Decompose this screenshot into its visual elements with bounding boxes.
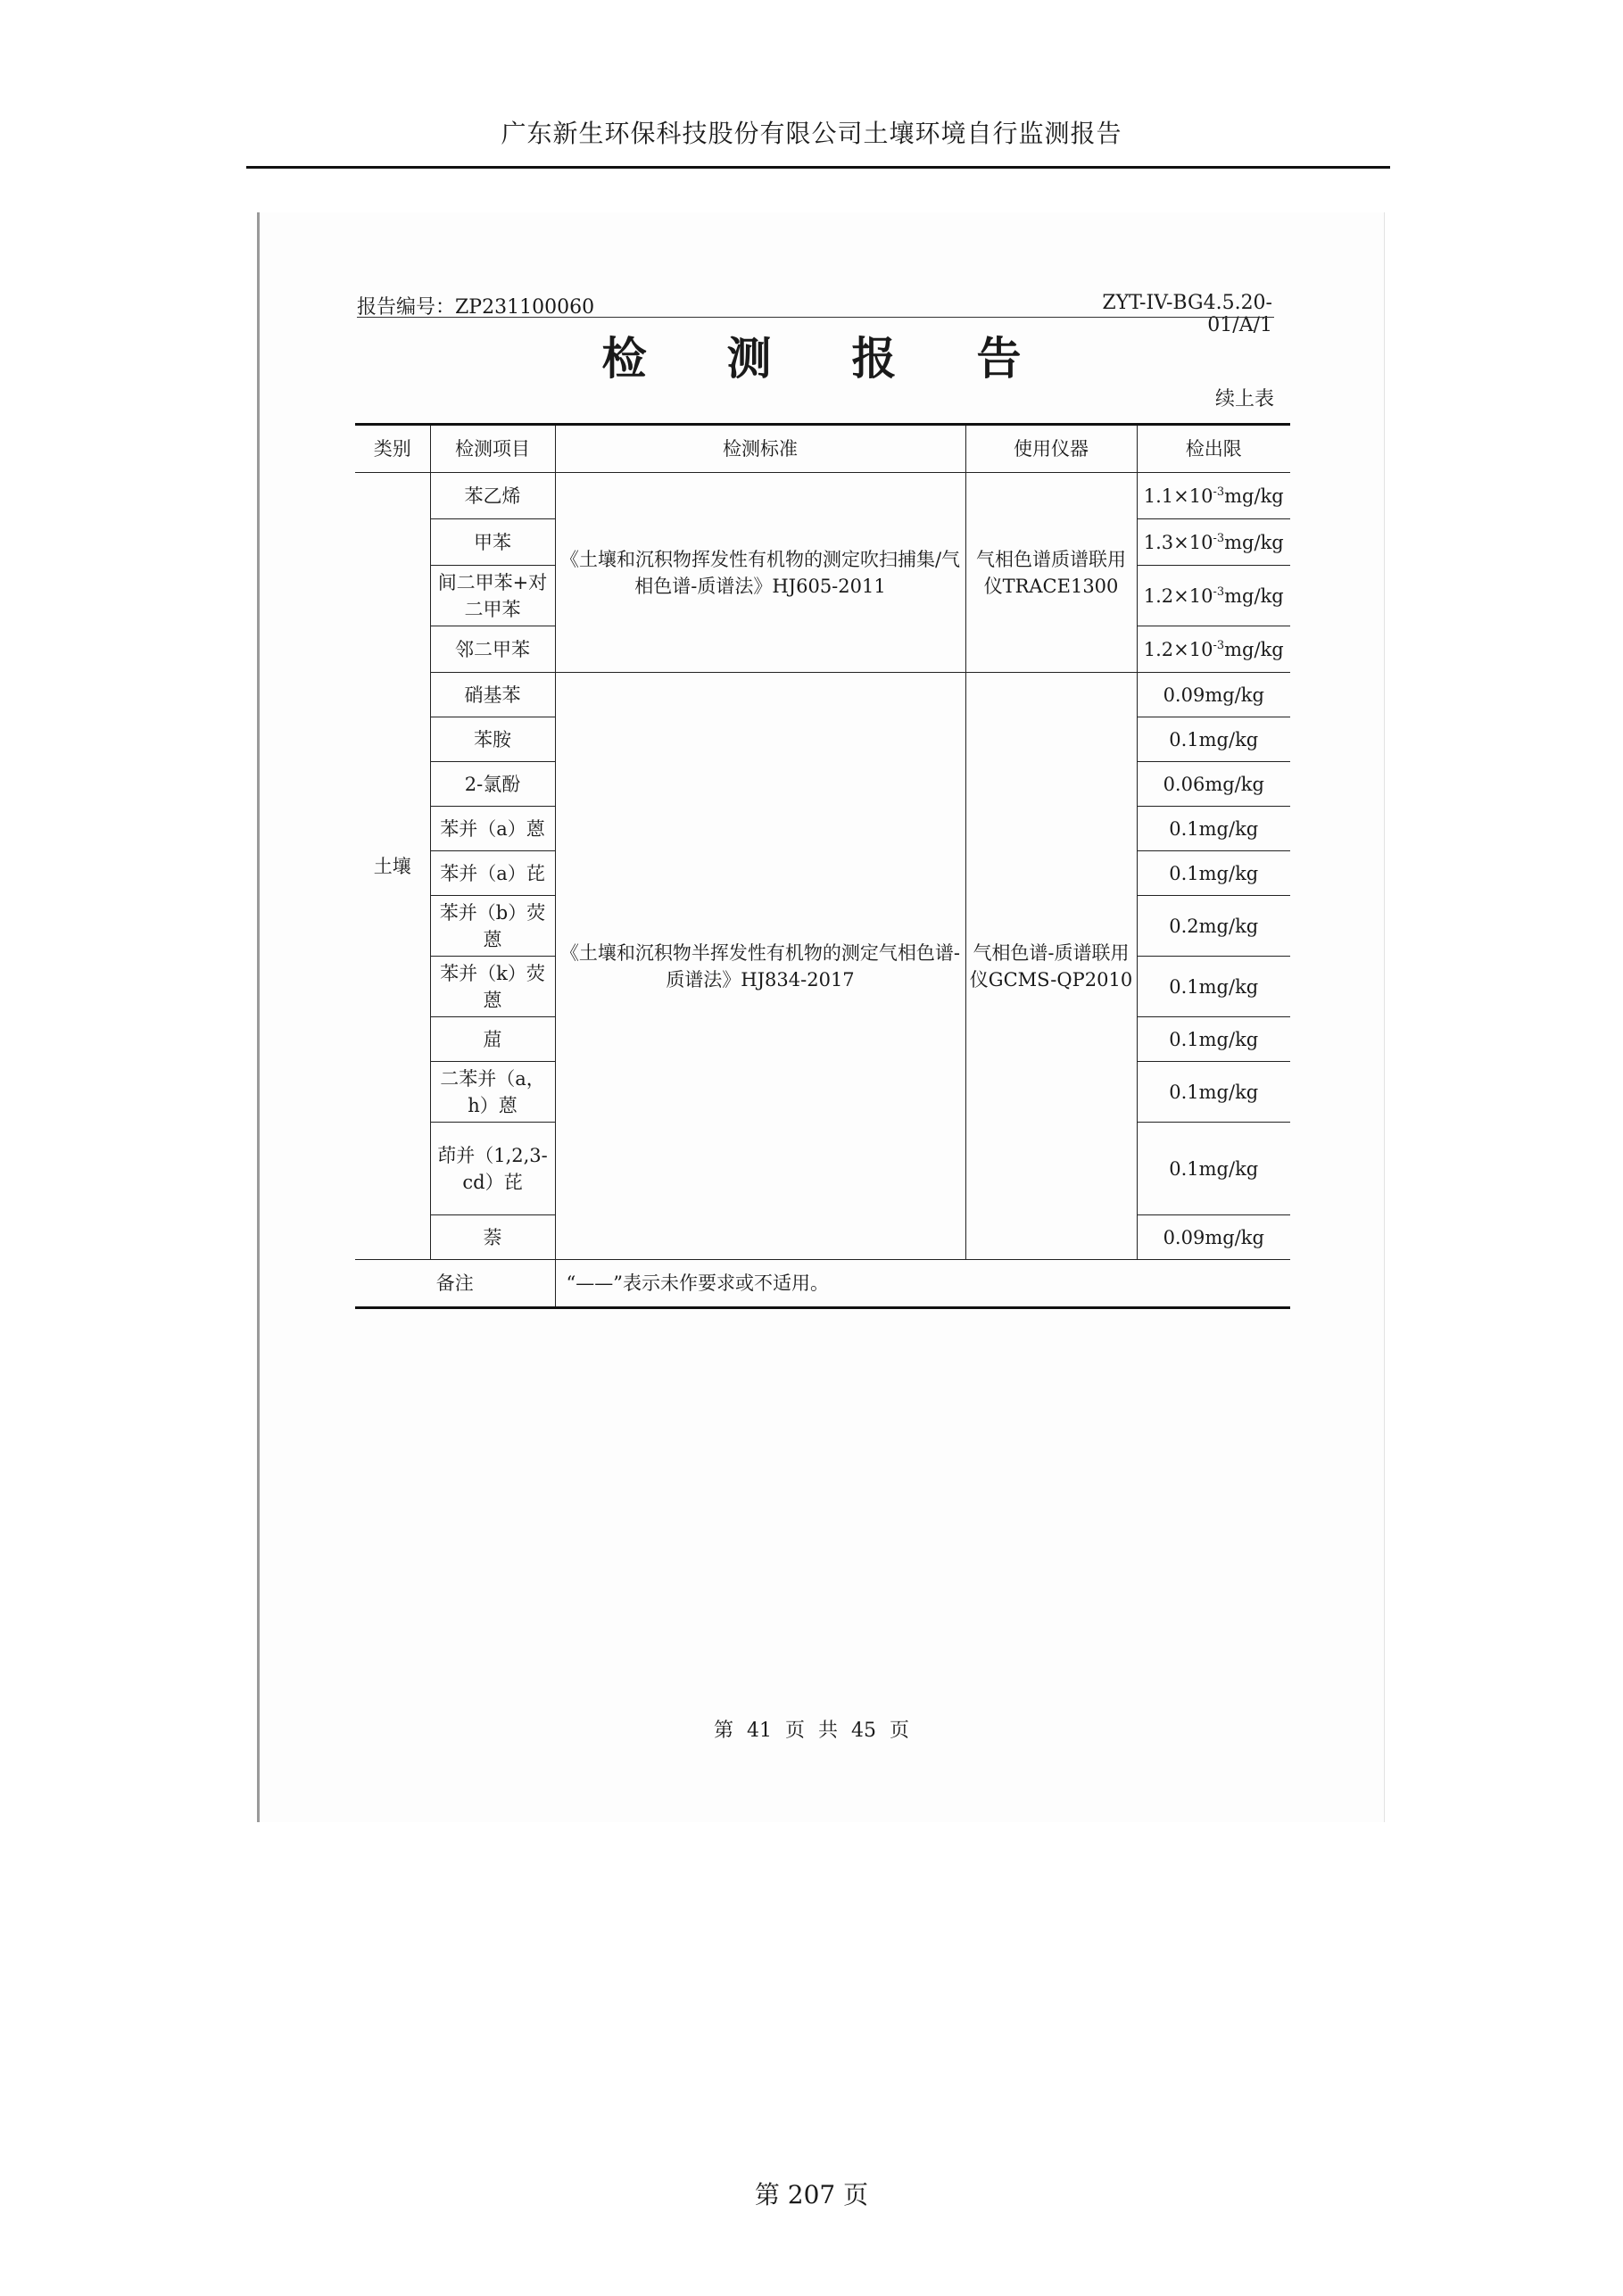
item-name: 苯并（a）蒽 [430, 807, 555, 851]
remark-row [355, 1260, 1290, 1308]
header-instrument: 使用仪器 [965, 425, 1137, 473]
detection-limit: $1.3\times 10^{-3}mg/kg$ [1137, 519, 1290, 566]
item-name: 硝基苯 [430, 673, 555, 717]
item-name: 苯并（a）芘 [430, 851, 555, 896]
detection-limit: 0.2mg/kg [1137, 896, 1290, 957]
outer-page-number: 第 207 页 [754, 2180, 869, 2209]
item-name: 甲苯 [430, 519, 555, 566]
table-header-row [355, 425, 1290, 473]
detection-limit: 0.1mg/kg [1137, 1123, 1290, 1215]
title-rule [357, 317, 1274, 318]
remark-text: “——”表示未作要求或不适用。 [555, 1260, 1290, 1308]
instrument-cell: 气相色谱质谱联用仪TRACE1300 [965, 473, 1137, 673]
report-title: 检测报告 [601, 332, 1102, 385]
remark-label: 备注 [355, 1260, 555, 1308]
standard-cell: 《土壤和沉积物挥发性有机物的测定吹扫捕集/气相色谱-质谱法》HJ605-2011 [555, 473, 965, 673]
detection-table [355, 423, 1290, 1309]
header-limit: 检出限 [1137, 425, 1290, 473]
detection-limit: $1.2\times 10^{-3}mg/kg$ [1137, 626, 1290, 673]
table-row [355, 473, 1290, 519]
header-standard: 检测标准 [555, 425, 965, 473]
item-name: 二苯并（a，h）蒽 [430, 1062, 555, 1123]
item-name: 苯胺 [430, 717, 555, 762]
detection-limit: 0.06mg/kg [1137, 762, 1290, 807]
detection-limit: $1.2\times 10^{-3}mg/kg$ [1137, 566, 1290, 626]
detection-limit: 0.1mg/kg [1137, 957, 1290, 1017]
detection-limit: 0.09mg/kg [1137, 673, 1290, 717]
detection-limit: 0.09mg/kg [1137, 1215, 1290, 1260]
header-category: 类别 [355, 425, 430, 473]
continued-label: 续上表 [1214, 388, 1274, 410]
page-header: 广东新生环保科技股份有限公司土壤环境自行监测报告 [501, 119, 1122, 148]
form-code: ZYT-IV-BG4.5.20-01/A/1 [1102, 292, 1272, 336]
item-name: 间二甲苯+对二甲苯 [430, 566, 555, 626]
detection-limit: $1.1\times 10^{-3}mg/kg$ [1137, 473, 1290, 519]
detection-limit: 0.1mg/kg [1137, 717, 1290, 762]
item-name: 苯并（b）荧蒽 [430, 896, 555, 957]
header-item: 检测项目 [430, 425, 555, 473]
header-rule [246, 166, 1390, 169]
detection-limit: 0.1mg/kg [1137, 851, 1290, 896]
category-cell: 土壤 [355, 473, 430, 1260]
detection-limit: 0.1mg/kg [1137, 807, 1290, 851]
item-name: 邻二甲苯 [430, 626, 555, 673]
item-name: 苯并（k）荧蒽 [430, 957, 555, 1017]
item-name: 茚并（1,2,3-cd）芘 [430, 1123, 555, 1215]
detection-limit: 0.1mg/kg [1137, 1017, 1290, 1062]
instrument-cell: 气相色谱-质谱联用仪GCMS-QP2010 [965, 673, 1137, 1260]
item-name: 䓛 [430, 1017, 555, 1062]
item-name: 苯乙烯 [430, 473, 555, 519]
table-row [355, 673, 1290, 717]
item-name: 萘 [430, 1215, 555, 1260]
standard-cell: 《土壤和沉积物半挥发性有机物的测定气相色谱-质谱法》HJ834-2017 [555, 673, 965, 1260]
report-number: 报告编号：ZP231100060 [357, 296, 595, 319]
detection-limit: 0.1mg/kg [1137, 1062, 1290, 1123]
item-name: 2-氯酚 [430, 762, 555, 807]
inner-page-number: 第 41 页 共 45 页 [714, 1720, 909, 1742]
